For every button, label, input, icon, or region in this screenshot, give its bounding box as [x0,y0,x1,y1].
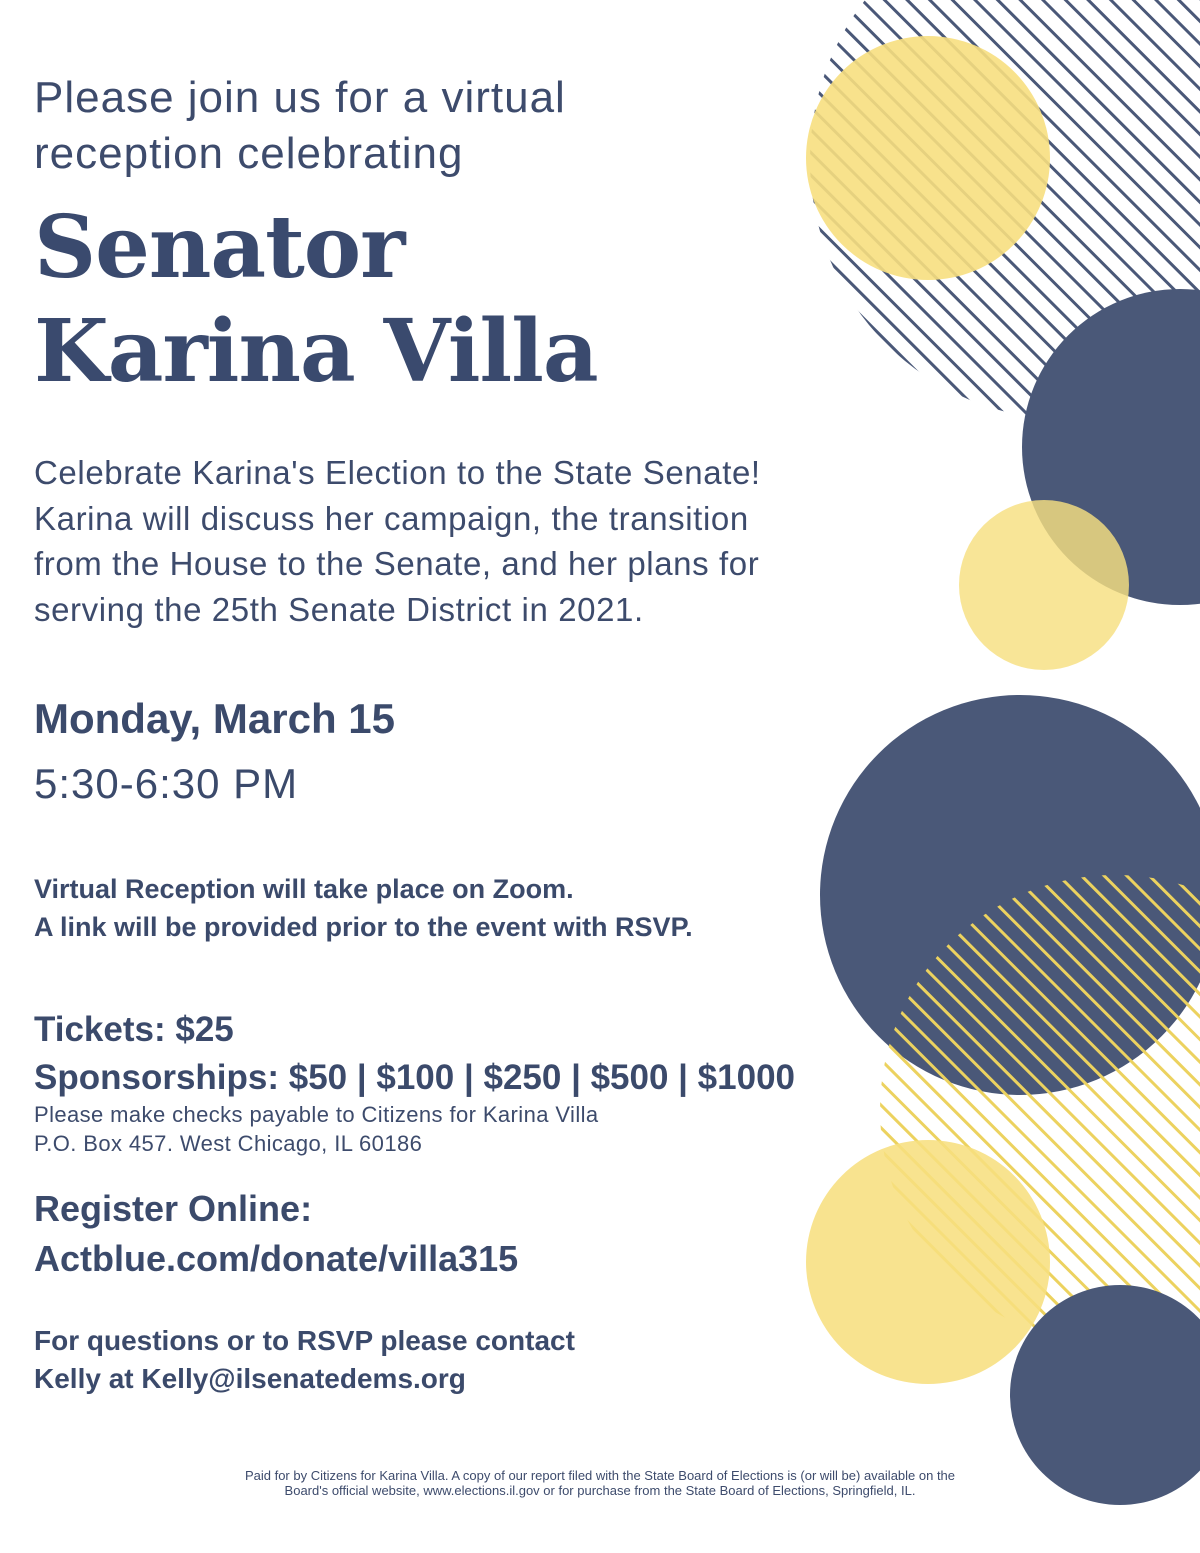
event-description [34,450,761,632]
description-line: serving the 25th Senate District in 2021. [34,590,644,628]
yellow-circle [806,1140,1050,1384]
intro-line-2: reception celebrating [34,129,464,178]
check-instructions [34,1100,599,1158]
venue-line-2: A link will be provided prior to the event with RSVP. [34,912,693,942]
description-line: Karina will discuss her campaign, the transition [34,499,749,537]
description-line: from the House to the Senate, and her plans for [34,545,760,582]
register-link[interactable]: Actblue.com/donate/villa315 [34,1238,519,1279]
disclaimer-line-1: Paid for by Citizens for Karina Villa. A copy of our report filed with the State Board of Elections is (or will be) available on the [244,1468,956,1483]
venue-info [34,870,693,946]
honoree-name [34,196,598,404]
ticket-price: Tickets: $25 [34,1010,234,1049]
register-label: Register Online: [34,1188,313,1229]
honoree-title: Senator [34,197,405,298]
venue-line-1: Virtual Reception will take place on Zoom. [34,874,574,904]
pricing-info [34,1006,795,1102]
checks-payable: Please make checks payable to Citizens for Karina Villa [34,1102,599,1127]
event-time: 5:30-6:30 PM [34,760,299,807]
disclaimer-line-2: Board's official website, www.elections.il.gov or for purchase from the State Board of Elections, Springfield, IL. [284,1483,916,1498]
contact-email[interactable]: Kelly at Kelly@ilsenatedems.org [34,1363,466,1394]
registration-info [34,1184,518,1284]
mailing-address: P.O. Box 457. West Chicago, IL 60186 [34,1131,423,1156]
honoree-fullname: Karina Villa [34,301,598,402]
yellow-circle [959,500,1129,670]
sponsorship-levels: Sponsorships: $50 | $100 | $250 | $500 | $1000 [34,1058,796,1097]
event-date: Monday, March 15 [34,695,395,742]
contact-info [34,1322,575,1398]
yellow-circle [806,36,1050,280]
contact-line-1: For questions or to RSVP please contact [34,1325,575,1356]
description-line: Celebrate Karina's Election to the State Senate! [34,454,761,491]
paid-for-disclaimer [100,1468,1100,1498]
intro-line-1: Please join us for a virtual [34,73,566,122]
invitation-intro [34,70,566,182]
